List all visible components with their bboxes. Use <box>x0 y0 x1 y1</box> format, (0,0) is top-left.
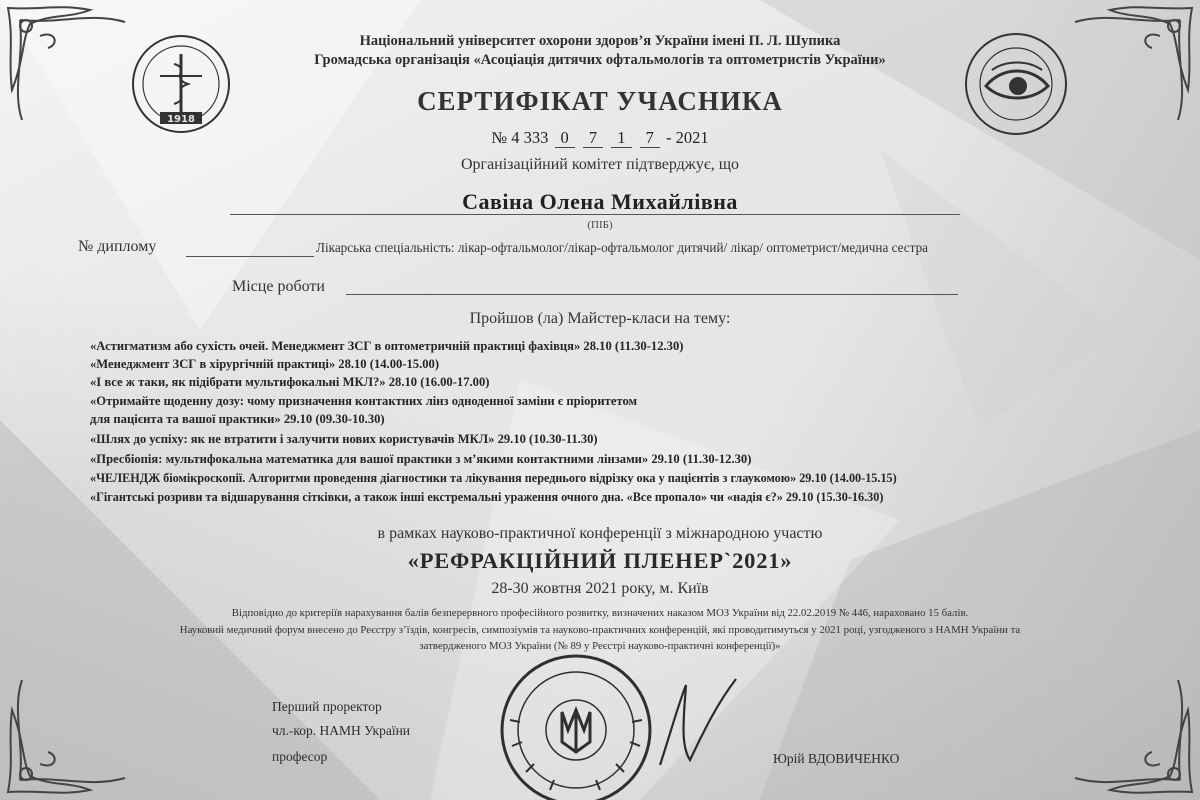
number-digit-1: 0 <box>555 128 575 148</box>
masterclass-item: «Астигматизм або сухість очей. Менеджмент ЗСГ в оптометричній практиці фахівця» 28.10 (11.30-12.30) <box>90 339 684 353</box>
number-suffix: - 2021 <box>666 128 709 147</box>
number-digit-3: 1 <box>611 128 631 148</box>
name-caption: (ПІБ) <box>587 219 613 231</box>
masterclass-item: «І все ж таки, як підібрати мультифокальні МКЛ?» 28.10 (16.00-17.00) <box>90 375 490 389</box>
diploma-underline <box>186 256 314 257</box>
certificate-number <box>0 128 1200 148</box>
masterclass-item: «Пресбіопія: мультифокальна математика для вашої практики з м’якими контактними лінзами» 29.10 (11.30-12.30) <box>90 452 752 466</box>
diploma-label: № диплому <box>78 238 157 255</box>
emblem-year: 1918 <box>167 114 195 125</box>
masterclass-item: для пацієнта та вашої практики» 29.10 (09.30-10.30) <box>90 412 385 426</box>
certificate-title: СЕРТИФІКАТ УЧАСНИКА <box>417 86 783 116</box>
signatory-title: чл.-кор. НАМН України <box>272 723 411 738</box>
registry-note-continued: затвердженого МОЗ України (№ 89 у Реєстрі науково-практичні конференції)» <box>419 640 781 652</box>
corner-ornament-bottom-right <box>1060 670 1200 800</box>
masterclass-item: «Отримайте щоденну дозу: чому призначення контактних лінз одноденної заміни є пріоритетом <box>90 394 638 408</box>
masterclass-item: «Менеджмент ЗСГ в хірургічній практиці» 28.10 (14.00-15.00) <box>90 357 440 371</box>
conference-date-place: 28-30 жовтня 2021 року, м. Київ <box>491 580 709 597</box>
specialty-text: Лікарська спеціальність: лікар-офтальмолог/лікар-офтальмолог дитячий/ лікар/ оптометрист/медична сестра <box>316 240 929 255</box>
conference-intro: в рамках науково-практичної конференції з міжнародною участю <box>377 525 823 542</box>
corner-ornament-bottom-left <box>0 670 140 800</box>
masterclass-item: «Гігантські розриви та відшарування сітківки, а також інші екстремальні ураження очного дна. «Все пропало» чи «надія є?» 29.10 (15.30-16.30) <box>90 490 884 504</box>
workplace-label: Місце роботи <box>232 278 325 295</box>
signatory-degree: професор <box>272 749 328 764</box>
number-prefix: № 4 333 <box>491 128 549 147</box>
organization-name: Громадська організація «Асоціація дитячих офтальмологів та оптометристів України» <box>314 52 886 68</box>
cpd-points-note: Відповідно до критеріїв нарахування балів безперервного професійного розвитку, визначених наказом МОЗ України від 22.02.2019 № 446, нараховано 15 балів. <box>231 607 969 619</box>
participant-name: Савіна Олена Михайлівна <box>462 189 738 214</box>
signature-scribble-icon <box>640 665 750 775</box>
masterclass-item: «Шлях до успіху: як не втратити і залучити нових користувачів МКЛ» 29.10 (10.30-11.30) <box>90 432 598 446</box>
number-digit-4: 7 <box>640 128 660 148</box>
signatory-name: Юрій ВДОВИЧЕНКО <box>773 751 900 766</box>
signatory-position: Перший проректор <box>272 699 382 714</box>
conference-name: «РЕФРАКЦІЙНИЙ ПЛЕНЕР`2021» <box>407 548 793 573</box>
number-digit-2: 7 <box>583 128 603 148</box>
trident-seal-icon <box>496 650 656 800</box>
workplace-underline <box>346 294 958 295</box>
masterclass-heading: Пройшов (ла) Майстер-класи на тему: <box>469 310 731 327</box>
confirm-text: Організаційний комітет підтверджує, що <box>460 156 740 173</box>
university-name: Національний університет охорони здоров’я України імені П. Л. Шупика <box>359 33 841 49</box>
name-underline <box>230 214 960 215</box>
masterclass-item: «ЧЕЛЕНДЖ біомікроскопії. Алгоритми проведення діагностики та лікування переднього відрізку ока у пацієнтів з глаукомою» 29.10 (14.00-15.15) <box>90 471 897 485</box>
registry-note: Науковий медичний форум внесено до Реєстру з’їздів, конгресів, симпозіумів та науково-практичних конференцій, які проводитимуться у 2021 році, узгодженого з НАМН України та <box>179 624 1021 636</box>
